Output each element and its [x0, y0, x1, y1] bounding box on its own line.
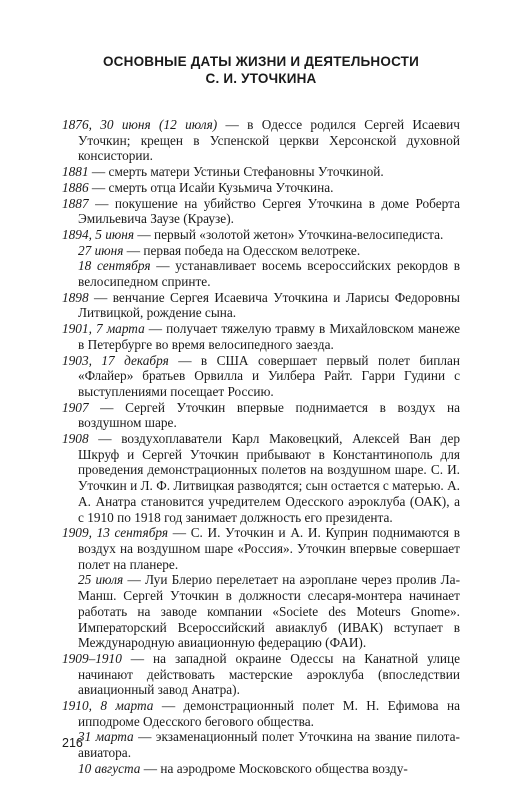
entry-date: 1903, 17 декабря — [62, 352, 169, 368]
entry-date: 1898 — [62, 289, 89, 305]
chronology-subentry — [62, 243, 460, 259]
chronology-subentry — [62, 761, 460, 777]
entry-text: — первая победа на Одесском велотреке. — [123, 242, 361, 258]
chronology-entry — [62, 698, 460, 729]
chronology-subentry — [62, 258, 460, 289]
entry-text: — Сергей Уточкин впервые поднимается в воздух на воздушном шаре. — [78, 399, 460, 431]
chronology-entry — [62, 227, 460, 243]
chronology-entry — [62, 525, 460, 572]
entry-text: — воздухоплаватели Карл Маковецкий, Алексей Ван дер Шкруф и Сергей Уточкин прибывают в Константинополь для проведения демонстрационных полетов на воздушном шаре. С. И. Уточкин и Л. Ф. Литвицкая разводятся; сын остается с матерью. А. А. Анатра становится учредителем Одесского аэроклуба (ОАК), а с 1910 по 1918 год занимает должность его президента. — [78, 431, 460, 525]
heading-line-2: С. И. УТОЧКИНА — [205, 71, 317, 86]
entry-date: 10 августа — [78, 760, 141, 776]
chronology-entry — [62, 651, 460, 698]
chronology-entry — [62, 180, 460, 196]
chronology-entry — [62, 290, 460, 321]
entry-date: 1901, 7 марта — [62, 321, 145, 337]
entry-date: 1894, 5 июня — [62, 226, 135, 242]
entry-date: 27 июня — [78, 242, 124, 258]
entry-text: — венчание Сергея Исаевича Уточкина и Ларисы Федоровны Литвицкой, рождение сына. — [78, 289, 460, 321]
heading-line-1: ОСНОВНЫЕ ДАТЫ ЖИЗНИ И ДЕЯТЕЛЬНОСТИ — [102, 54, 420, 69]
chronology-subentry — [62, 572, 460, 651]
entry-date: 1910, 8 марта — [62, 698, 154, 714]
entry-date: 1907 — [62, 399, 89, 415]
entry-text: — смерть отца Исайи Кузьмича Уточкина. — [88, 179, 334, 195]
entry-date: 18 сентября — [78, 258, 151, 274]
entry-text: — Луи Блерио перелетает на аэроплане через пролив Ла-Манш. Сергей Уточкин в должности слесаря-монтера начинает работать на заводе компании «Societe des Moteurs Gnome». Императорский Всероссийский авиаклуб (ИВАК) вступает в Международную авиационную федерацию (ФАИ). — [78, 572, 460, 651]
entry-text: — в Одессе родился Сергей Исаевич Уточкин; крещен в Успенской церкви Херсонской духовной консистории. — [78, 117, 460, 164]
entry-text: — на аэродроме Московского общества возду- — [140, 760, 408, 776]
entry-date: 1909, 13 сентября — [62, 525, 169, 541]
chronology-entry — [62, 431, 460, 525]
entry-date: 1909–1910 — [62, 650, 122, 666]
entry-text: — получает тяжелую травму в Михайловском манеже в Петербурге во время велосипедного заезда. — [78, 321, 460, 352]
entry-text: — на западной окраине Одессы на Канатной улице начинают действовать мастерские аэроклуба (впоследствии авиационный завод Анатра). — [78, 650, 460, 698]
chronology-entry — [62, 196, 460, 227]
entry-date: 1887 — [62, 195, 89, 211]
chronology-entry — [62, 400, 460, 431]
entry-date: 31 марта — [78, 729, 134, 745]
entry-date: 1908 — [62, 431, 89, 447]
entry-date: 25 июля — [78, 572, 124, 588]
entry-text: — первый «золотой жетон» Уточкина-велосипедиста. — [134, 226, 444, 242]
chronology-subentry — [62, 729, 460, 760]
entry-text: — демонстрационный полет М. Н. Ефимова на ипподроме Одесского бегового общества. — [78, 698, 460, 729]
entry-date: 1876, 30 июня (12 июля) — [62, 117, 218, 132]
entry-date: 1881 — [62, 164, 89, 180]
entry-text: — покушение на убийство Сергея Уточкина в доме Роберта Эмильевича Заузе (Краузе). — [78, 195, 460, 227]
entry-date: 1886 — [62, 179, 89, 195]
chronology-list — [62, 117, 460, 777]
entry-text: — экзаменационный полет Уточкина на звание пилота-авиатора. — [78, 729, 460, 761]
entry-text: — устанавливает восемь всероссийских рекордов в велосипедном спринте. — [78, 258, 460, 290]
chronology-entry — [62, 353, 460, 400]
book-page — [62, 40, 460, 777]
entry-text: — С. И. Уточкин и А. И. Куприн поднимаются в воздух на воздушном шаре «Россия». Уточкин впервые совершает полет на планере. — [78, 525, 460, 572]
chronology-entry — [62, 117, 460, 164]
entry-text: — в США совершает первый полет биплан «Флайер» братьев Орвилла и Уилбера Райт. Гарри Гудини с выступлениями посещает Россию. — [78, 352, 460, 399]
entry-text: — смерть матери Устиньи Стефановны Уточкиной. — [88, 164, 384, 180]
page-number: 216 — [62, 736, 83, 750]
chronology-entry — [62, 321, 460, 352]
chronology-entry — [62, 164, 460, 180]
chapter-heading — [62, 53, 460, 87]
